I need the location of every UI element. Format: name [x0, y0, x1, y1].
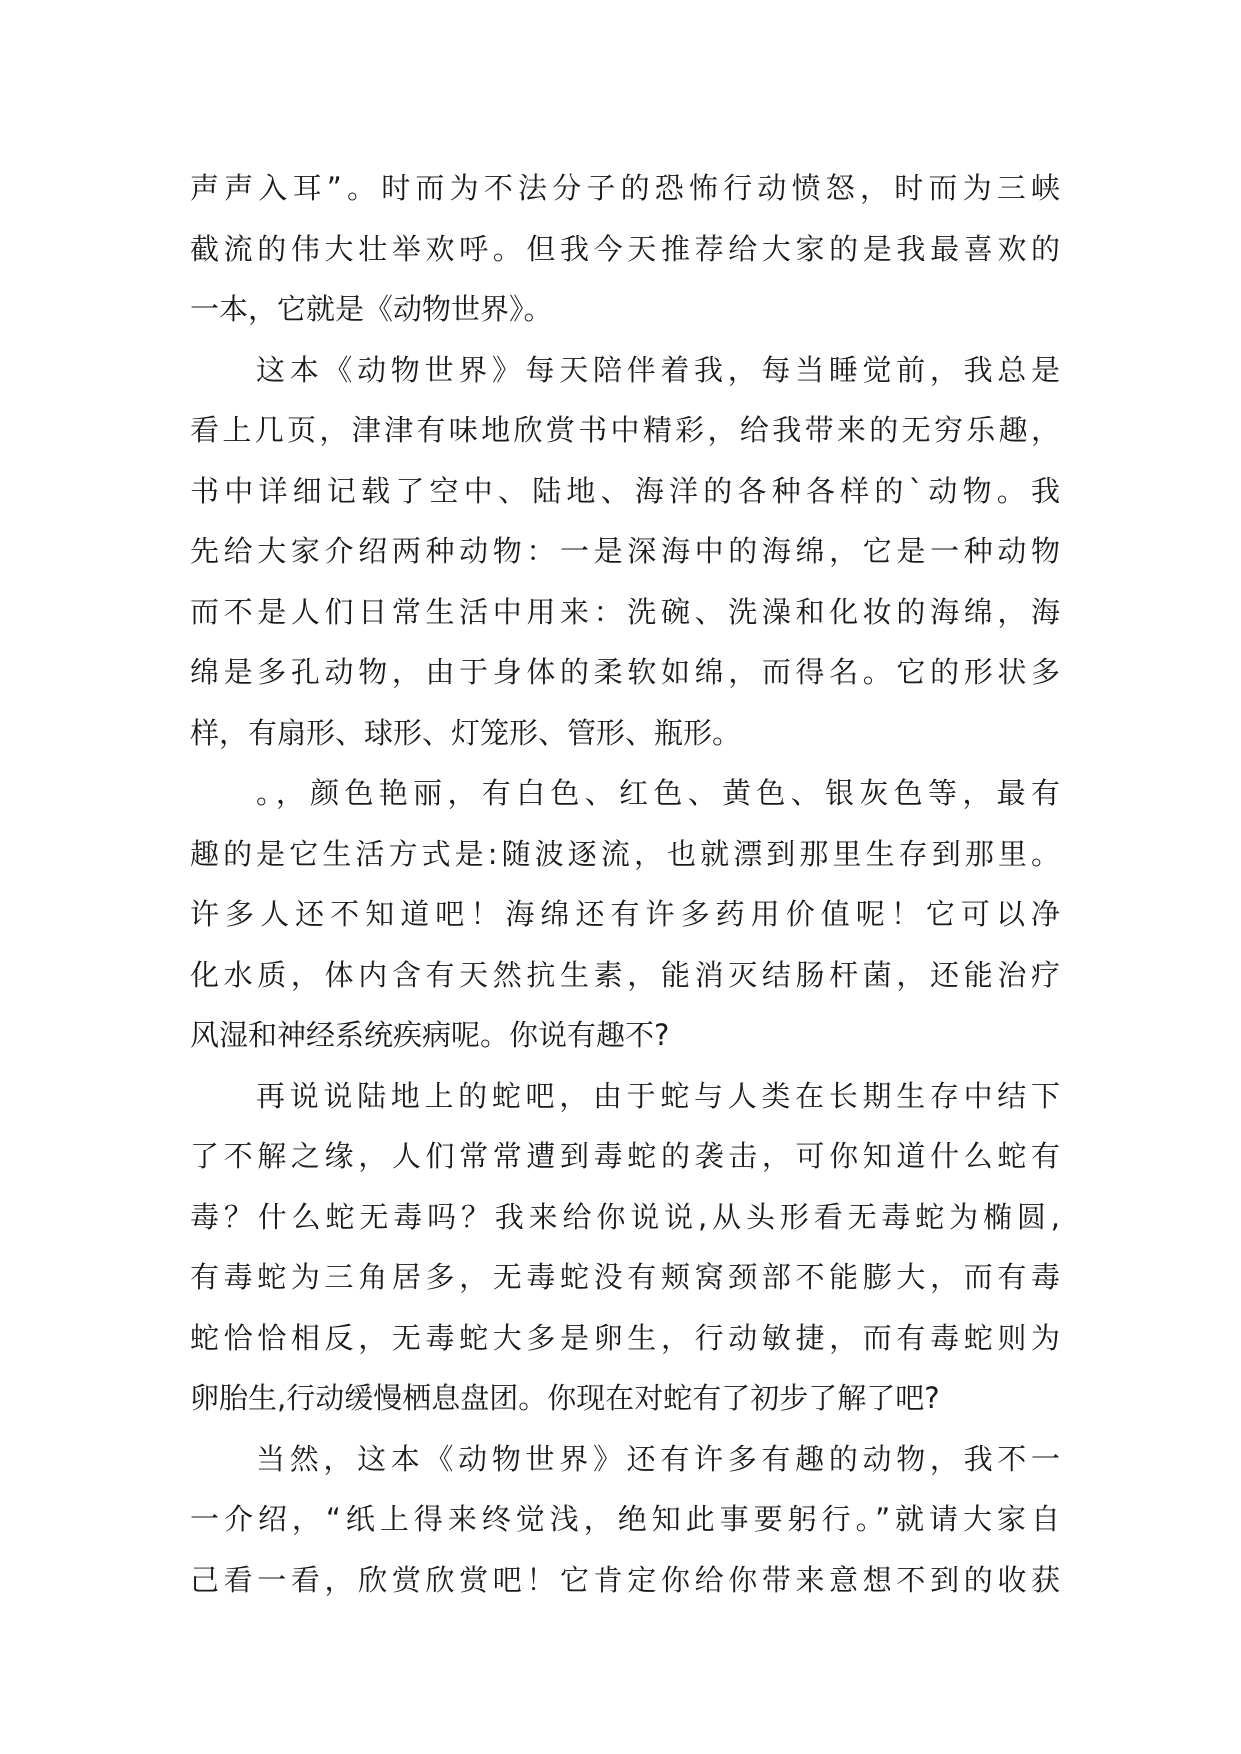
text-line: 毒？什么蛇无毒吗？我来给你说说,从头形看无毒蛇为椭圆, [190, 1199, 1060, 1234]
text-line: 绵是多孔动物，由于身体的柔软如绵，而得名。它的形状多 [190, 655, 1060, 689]
text-line: 声声入耳”。时而为不法分子的恐怖行动愤怒，时而为三峡 [190, 171, 1060, 205]
text-line: 风湿和神经系统疾病呢。你说有趣不? [190, 1018, 670, 1052]
text-line: 趣的是它生活方式是:随波逐流，也就漂到那里生存到那里。 [190, 836, 1060, 871]
text-line: 一本，它就是《动物世界》。 [190, 292, 553, 326]
text-line: 看上几页，津津有味地欣赏书中精彩，给我带来的无穷乐趣， [190, 413, 1060, 447]
text-line: 截流的伟大壮举欢呼。但我今天推荐给大家的是我最喜欢的 [190, 231, 1060, 266]
text-line: 蛇恰恰相反，无毒蛇大多是卵生，行动敏捷，而有毒蛇则为 [190, 1320, 1060, 1355]
text-line: 这本《动物世界》每天陪伴着我，每当睡觉前，我总是 [256, 352, 1060, 387]
text-line: 己看一看，欣赏欣赏吧！它肯定你给你带来意想不到的收获 [190, 1562, 1060, 1597]
text-line: 许多人还不知道吧！海绵还有许多药用价值呢！它可以净 [190, 897, 1060, 931]
text-line: 了不解之缘，人们常常遭到毒蛇的袭击，可你知道什么蛇有 [190, 1139, 1060, 1173]
text-line: 有毒蛇为三角居多，无毒蛇没有颊窝颈部不能膨大，而有毒 [190, 1260, 1060, 1294]
text-line: 一介绍，“纸上得来终觉浅，绝知此事要躬行。”就请大家自 [190, 1502, 1060, 1536]
text-line: 再说说陆地上的蛇吧，由于蛇与人类在长期生存中结下 [256, 1078, 1060, 1113]
text-line: 当然，这本《动物世界》还有许多有趣的动物，我不一 [256, 1441, 1060, 1476]
text-line: 化水质，体内含有天然抗生素，能消灭结肠杆菌，还能治疗 [190, 957, 1060, 992]
text-line: 卵胎生,行动缓慢栖息盘团。你现在对蛇有了初步了解了吧? [190, 1381, 940, 1415]
text-line: 书中详细记载了空中、陆地、海洋的各种各样的`动物。我 [190, 473, 1060, 508]
text-line: 而不是人们日常生活中用来：洗碗、洗澡和化妆的海绵，海 [190, 594, 1060, 629]
text-line: 先给大家介绍两种动物：一是深海中的海绵，它是一种动物 [190, 534, 1060, 568]
text-line: 。，颜色艳丽，有白色、红色、黄色、银灰色等，最有 [256, 776, 1060, 810]
body-text [190, 158, 1060, 1610]
text-line: 样，有扇形、球形、灯笼形、管形、瓶形。 [190, 715, 742, 750]
